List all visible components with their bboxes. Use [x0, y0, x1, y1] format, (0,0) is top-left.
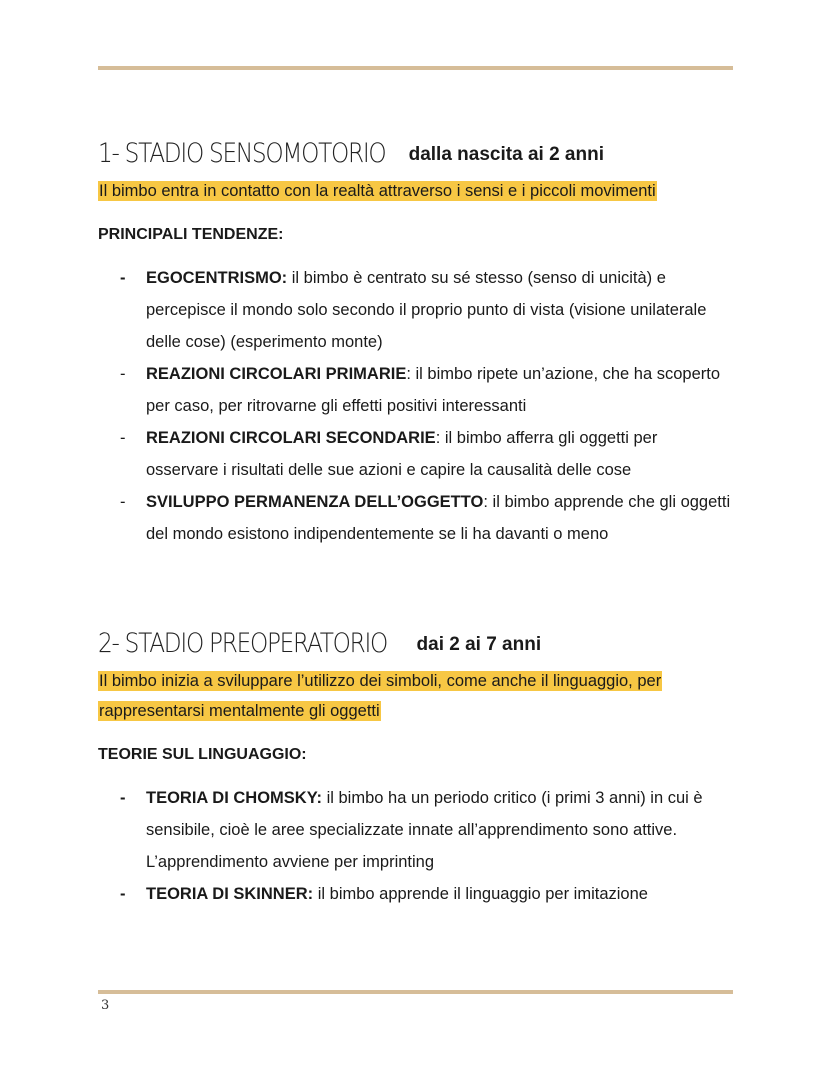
item-term: EGOCENTRISMO:: [146, 269, 288, 287]
bullet-dash: -: [120, 365, 126, 383]
section-sensomotorio: [98, 134, 738, 550]
list-item: [98, 486, 734, 550]
item-term: TEORIA DI SKINNER:: [146, 885, 314, 903]
item-text: : il bimbo ripete un’azione, che ha scoperto per caso, per ritrovarne gli effetti positivi interessanti: [146, 365, 721, 415]
item-text: il bimbo è centrato su sé stesso (senso di unicità) e percepisce il mondo solo secondo il proprio punto di vista (visione unilaterale delle cose) (esperimento monte): [146, 269, 707, 351]
highlighted-text: Il bimbo entra in contatto con la realtà attraverso i sensi e i piccoli movimenti: [99, 182, 656, 200]
bullet-dash: -: [120, 885, 126, 903]
section-heading: [98, 624, 738, 664]
section-preoperatorio: [98, 624, 738, 910]
stage-summary: [98, 176, 738, 206]
highlighted-text: rappresentarsi mentalmente gli oggetti: [99, 702, 380, 720]
item-text: il bimbo ha un periodo critico (i primi 3 anni) in cui è sensibile, cioè le aree specializzate innate all’apprendimento sono attive. L’apprendimento avviene per imprinting: [146, 789, 703, 871]
bullet-dash: -: [120, 789, 126, 807]
list-item: [98, 878, 734, 910]
stage-age: dai 2 ai 7 anni: [416, 634, 542, 655]
item-text: : il bimbo apprende che gli oggetti del mondo esistono indipendentemente se li ha davanti o meno: [146, 493, 731, 543]
section-heading: [98, 134, 738, 174]
item-text: il bimbo apprende il linguaggio per imitazione: [313, 885, 648, 903]
bottom-divider: [98, 990, 733, 994]
stage-age: dalla nascita ai 2 anni: [408, 144, 604, 165]
item-term: SVILUPPO PERMANENZA DELL’OGGETTO: [146, 493, 484, 511]
page-number: 3: [101, 998, 110, 1013]
highlighted-text: Il bimbo inizia a sviluppare l’utilizzo dei simboli, come anche il linguaggio, per: [99, 672, 662, 690]
item-text: : il bimbo afferra gli oggetti per osservare i risultati delle sue azioni e capire la causalità delle cose: [146, 429, 658, 479]
item-term: REAZIONI CIRCOLARI SECONDARIE: [146, 429, 436, 447]
tendencies-list: [98, 262, 738, 550]
stage-summary: [98, 666, 738, 726]
stage-title: 2- STADIO PREOPERATORIO: [98, 628, 388, 659]
bullet-dash: -: [120, 493, 126, 511]
subheading: PRINCIPALI TENDENZE:: [98, 226, 284, 243]
subheading: TEORIE SUL LINGUAGGIO:: [98, 746, 307, 763]
bullet-dash: -: [120, 429, 126, 447]
list-item: [98, 358, 734, 422]
list-item: [98, 262, 734, 358]
stage-title: 1- STADIO SENSOMOTORIO: [98, 138, 386, 169]
list-item: [98, 782, 734, 878]
top-divider: [98, 66, 733, 70]
item-term: TEORIA DI CHOMSKY:: [146, 789, 322, 807]
bullet-dash: -: [120, 269, 126, 287]
list-item: [98, 422, 734, 486]
item-term: REAZIONI CIRCOLARI PRIMARIE: [146, 365, 407, 383]
theories-list: [98, 782, 738, 910]
